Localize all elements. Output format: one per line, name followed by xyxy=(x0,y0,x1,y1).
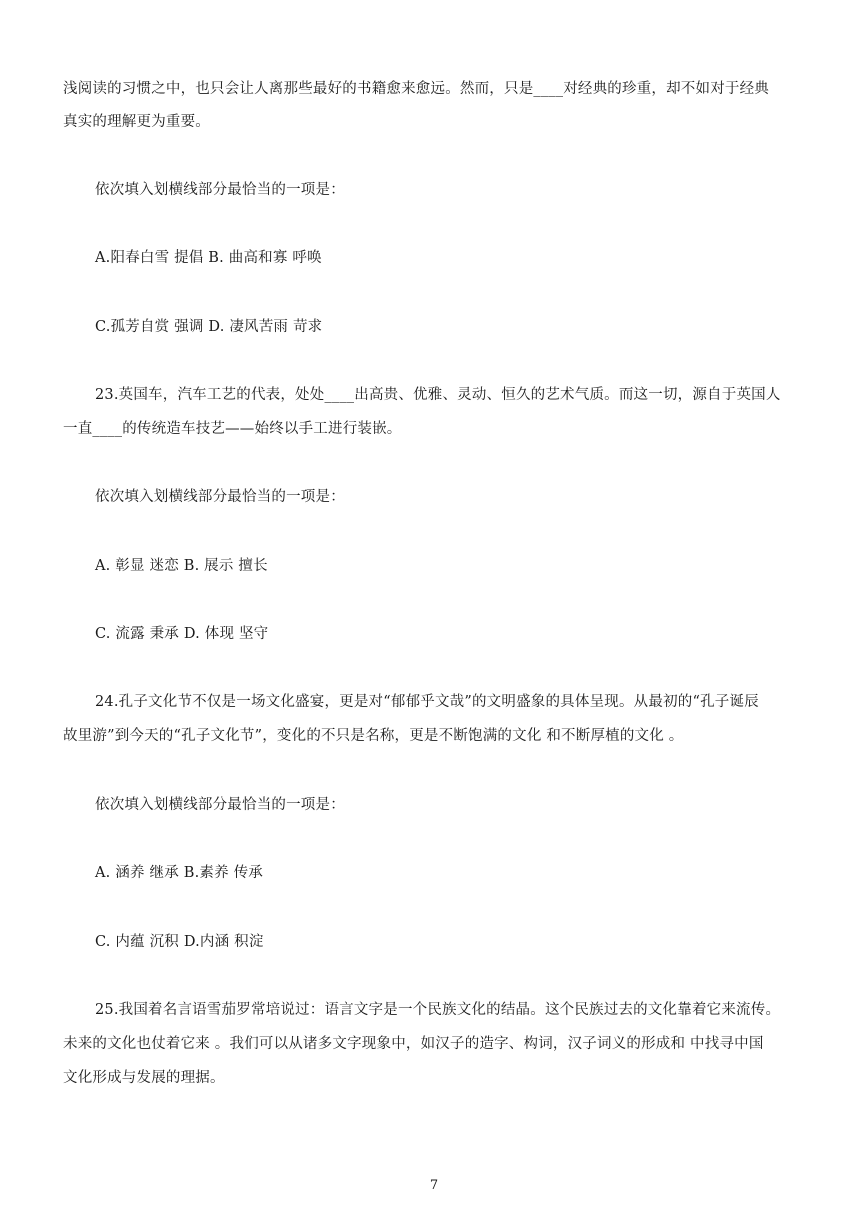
q24-options-row-2: C. 内蕴 沉积 D.内涵 积淀 xyxy=(95,934,264,950)
page-number: 7 xyxy=(429,1178,439,1193)
q24-options-row-1: A. 涵养 继承 B.素养 传承 xyxy=(95,865,263,881)
q23-text-line-2: 一直____的传统造车技艺——始终以手工进行装嵌。 xyxy=(63,421,402,437)
q24-text-line-2: 故里游”到今天的“孔子文化节”，变化的不只是名称，更是不断饱满的文化 和不断厚植的文化 。 xyxy=(63,728,684,744)
continuation-options-row-1: A.阳春白雪 提倡 B. 曲高和寡 呼唤 xyxy=(95,250,322,266)
continuation-text-line-1: 浅阅读的习惯之中，也只会让人离那些最好的书籍愈来愈远。然而，只是____对经典的珍重，却不如对于经典 xyxy=(63,81,769,97)
q24-text-line-1: 24.孔子文化节不仅是一场文化盛宴，更是对“郁郁乎文哉”的文明盛象的具体呈现。从最初的“孔子诞辰 xyxy=(95,694,759,710)
continuation-text-line-2: 真实的理解更为重要。 xyxy=(63,114,210,130)
q25-text-line-2: 未来的文化也仗着它来 。我们可以从诸多文字现象中，如汉子的造字、构词，汉子词义的形成和 中找寻中国 xyxy=(63,1036,764,1052)
q23-options-row-1: A. 彰显 迷恋 B. 展示 擅长 xyxy=(95,558,268,574)
q25-text-line-3: 文化形成与发展的理据。 xyxy=(63,1070,225,1086)
q23-options-row-2: C. 流露 秉承 D. 体现 坚守 xyxy=(95,626,269,642)
q23-text-line-1: 23.英国车，汽车工艺的代表，处处____出高贵、优雅、灵动、恒久的艺术气质。而这一切，源自于英国人 xyxy=(95,387,781,403)
q23-prompt: 依次填入划横线部分最恰当的一项是： xyxy=(95,489,345,505)
q25-text-line-1: 25.我国着名言语雪茄罗常培说过：语言文字是一个民族文化的结晶。这个民族过去的文化靠着它来流传。 xyxy=(95,1002,781,1018)
q24-prompt: 依次填入划横线部分最恰当的一项是： xyxy=(95,797,345,813)
continuation-options-row-2: C.孤芳自赏 强调 D. 凄风苦雨 苛求 xyxy=(95,319,323,335)
continuation-prompt: 依次填入划横线部分最恰当的一项是： xyxy=(95,182,345,198)
